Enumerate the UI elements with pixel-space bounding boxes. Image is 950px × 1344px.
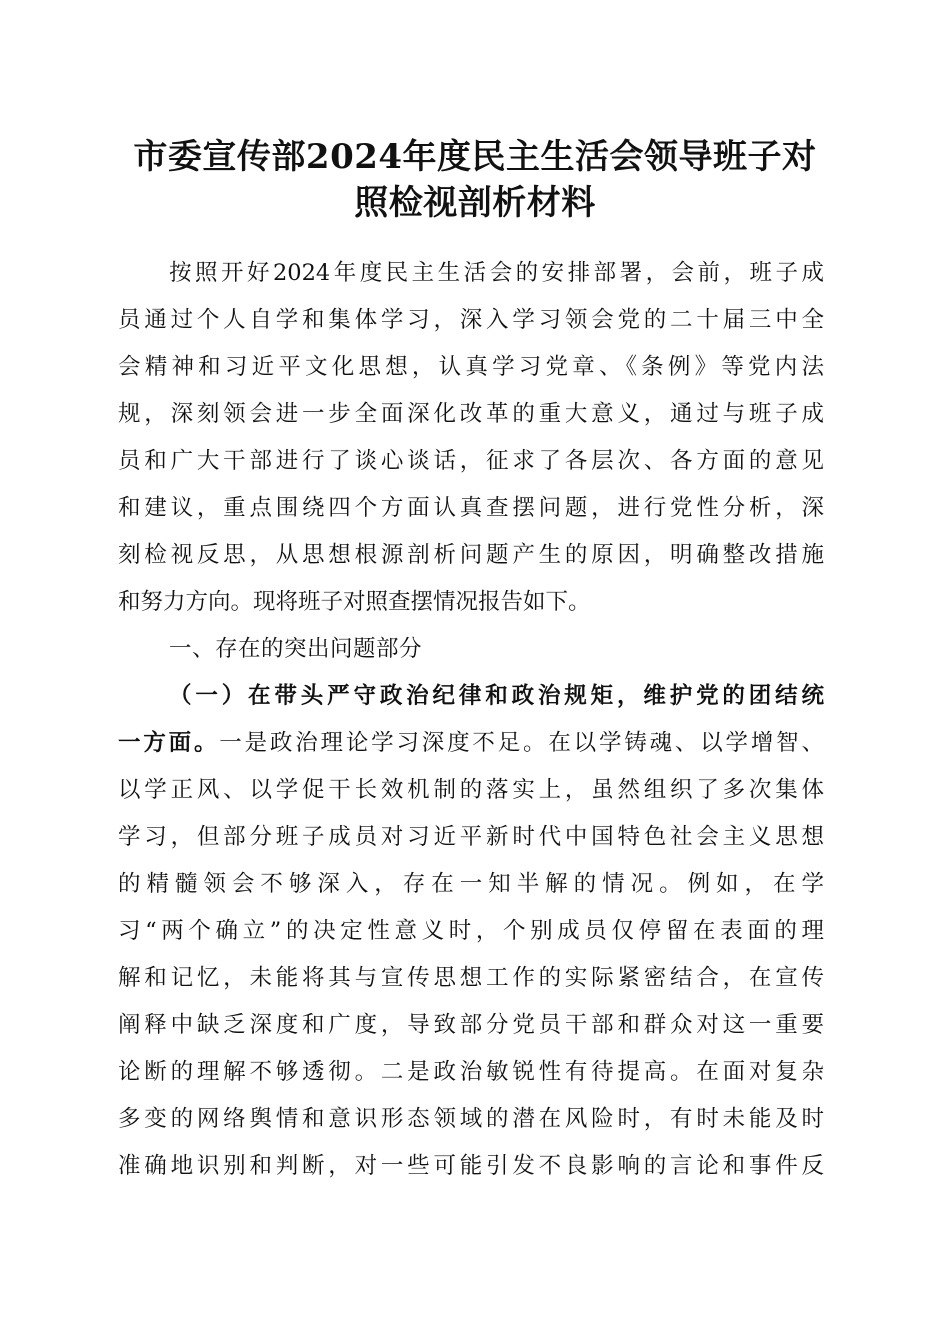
intro-line: 会精神和习近平文化思想，认真学习党章、《条例》等党内法	[118, 354, 824, 380]
section-line: 准确地识别和判断，对一些可能引发不良影响的言论和事件反	[118, 1153, 824, 1179]
section-line: 学习，但部分班子成员对习近平新时代中国特色社会主义思想	[118, 824, 824, 850]
section-line: 解和记忆，未能将其与宣传思想工作的实际紧密结合，在宣传	[118, 965, 824, 991]
section-heading: 一、存在的突出问题部分	[169, 636, 423, 662]
sub-heading-line: （一）在带头严守政治纪律和政治规矩，维护党的团结统	[169, 683, 824, 709]
intro-line: 员通过个人自学和集体学习，深入学习领会党的二十届三中全	[118, 307, 824, 333]
title-line-2: 照检视剖析材料	[354, 183, 596, 223]
intro-line: 和建议，重点围绕四个方面认真查摆问题，进行党性分析，深	[118, 495, 824, 521]
intro-line: 规，深刻领会进一步全面深化改革的重大意义，通过与班子成	[118, 401, 824, 427]
section-line: 习“两个确立”的决定性意义时，个别成员仅停留在表面的理	[118, 918, 824, 944]
intro-line: 员和广大干部进行了谈心谈话，征求了各层次、各方面的意见	[118, 448, 824, 474]
section-line: 多变的网络舆情和意识形态领域的潜在风险时，有时未能及时	[118, 1106, 824, 1132]
section-line: 阐释中缺乏深度和广度，导致部分党员干部和群众对这一重要	[118, 1012, 824, 1038]
intro-line: 和努力方向。现将班子对照查摆情况报告如下。	[118, 589, 591, 615]
section-line: 以学正风、以学促干长效机制的落实上，虽然组织了多次集体	[118, 777, 824, 803]
section-line: 的精髓领会不够深入，存在一知半解的情况。例如，在学	[118, 871, 824, 897]
sub-heading-end: 一方面。	[118, 730, 220, 756]
section-text-run: 一是政治理论学习深度不足。在以学铸魂、以学增智、	[219, 730, 824, 756]
intro-line: 按照开好2024年度民主生活会的安排部署，会前，班子成	[169, 260, 824, 286]
document-body	[118, 250, 824, 1190]
title-line-1: 市委宣传部2024年度民主生活会领导班子对	[133, 137, 817, 177]
document-title	[100, 134, 850, 226]
intro-line: 刻检视反思，从思想根源剖析问题产生的原因，明确整改措施	[118, 542, 824, 568]
section-line: 论断的理解不够透彻。二是政治敏锐性有待提高。在面对复杂	[118, 1059, 824, 1085]
sub-heading-continuation-line	[118, 720, 824, 767]
